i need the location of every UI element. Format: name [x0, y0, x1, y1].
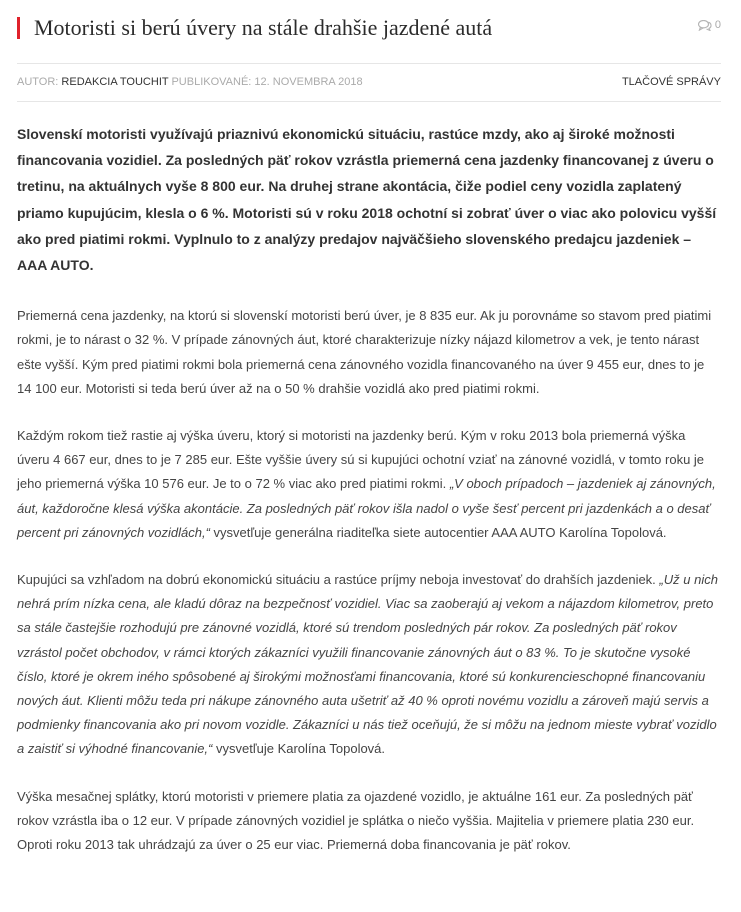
article-meta: [17, 74, 721, 90]
published-label: PUBLIKOVANÉ:: [171, 76, 252, 88]
article-body: [17, 121, 721, 880]
paragraph-text: Každým rokom tiež rastie aj výška úveru, ktorý si motoristi na jazdenky berú. Kým v roku 2013 bola priemerná výška úveru 4 667 eur, dnes to je 7 285 eur. Ešte vyššie úvery sú si kupujúci ochotní vziať na zánovné vozidlá, v tomto roku je jeho priemerná výška 10 576 eur. Je to o 72 % viac ako pred piatimi rokmi.: [17, 428, 705, 492]
paragraph: [17, 568, 721, 762]
paragraph: Výška mesačnej splátky, ktorú motoristi v priemere platia za ojazdené vozidlo, je aktuálne 161 eur. Za posledných päť rokov vzrástla iba o 12 eur. V prípade zánovných vozidiel je splátka o niečo vyššia. Majitelia v priemere platia 230 eur. Oproti roku 2013 tak uhrádzajú za úver o 25 eur viac. Priemerná doba financovania je päť rokov.: [17, 788, 695, 853]
author-label: AUTOR:: [17, 76, 59, 88]
divider: [17, 63, 721, 64]
quote: „V oboch prípadoch – jazdeniek aj zánovných, áut, každoročne klesá výška akontácie. Za posledných päť rokov išla nadol o vyše šesť percent pri jazdenkách a o desať percent pri zánovných vozidlách,“: [17, 476, 716, 540]
published-date: 12. NOVEMBRA 2018: [254, 76, 363, 88]
article-title: Motoristi si berú úvery na stále drahšie jazdené autá: [34, 15, 493, 40]
divider: [17, 101, 721, 102]
quote-attribution: vysvetľuje generálna riaditeľka siete autocentier AAA AUTO Karolína Topolová.: [209, 524, 667, 540]
paragraph: [17, 424, 721, 545]
article-header: [17, 14, 721, 44]
comments-icon: [698, 20, 712, 31]
comment-count: 0: [714, 19, 721, 31]
article-lead: Slovenskí motoristi využívajú priaznivú ekonomickú situáciu, rastúce mzdy, ako aj široké možnosti financovania vozidiel. Za posledných päť rokov vzrástla priemerná cena jazdenky financovanej z úveru o tretinu, na aktuálnych vyše 8 800 eur. Na druhej strane akontácia, čiže podiel ceny vozidla zaplatený priamo kupujúcim, klesla o 6 %. Motoristi sú v roku 2018 ochotní si zobrať úver o viac ako polovicu vyšší ako pred piatimi rokmi. Vyplnulo to z analýzy predajov najväčšieho slovenského predajcu jazdeniek – AAA AUTO.: [17, 126, 717, 274]
quote-attribution: vysvetľuje Karolína Topolová.: [212, 741, 386, 757]
comments-link[interactable]: [698, 19, 721, 31]
paragraph-text: Kupujúci sa vzhľadom na dobrú ekonomickú situáciu a rastúce príjmy neboja investovať do drahších jazdeniek.: [17, 572, 660, 588]
author-link[interactable]: REDAKCIA TOUCHIT: [61, 76, 169, 88]
paragraph: Priemerná cena jazdenky, na ktorú si slovenskí motoristi berú úver, je 8 835 eur. Ak ju porovnáme so stavom pred piatimi rokmi, je to nárast o 32 %. V prípade zánovných áut, ktoré charakterizuje nízky nájazd kilometrov a vek, je tento nárast ešte vyšší. Kým pred piatimi rokmi bola priemerná cena zánovného vozidla financovaného na úver 9 455 eur, dnes to je 14 100 eur. Motoristi si teda berú úver až na o 50 % drahšie vozidlá ako pred piatimi rokmi.: [17, 308, 712, 396]
quote: „Už u nich nehrá prím nízka cena, ale kladú dôraz na bezpečnosť vozidiel. Viac sa zaoberajú aj vekom a nájazdom kilometrov, preto sa stále častejšie rozhodujú pre zánovné vozidlá, ktoré sú trendom posledných pár rokov. Za posledných päť rokov vzrástol počet obchodov, v rámci ktorých zákazníci využili financovanie zánovných áut o 83 %. To je skutočne vysoké číslo, ktoré je okrem iného spôsobené aj širokými možnosťami financovania, ktoré sú konkurencieschopné financovaniu nových áut. Klienti môžu teda pri nákupe zánovného auta ušetriť až 40 % oproti novému vozidlu a zároveň majú servis a podmienky financovania ako pri novom vozidle. Zákazníci u nás tiež oceňujú, že si môžu na jednom mieste vybrať vozidlo a zaistiť si výhodné financovanie,“: [17, 572, 718, 757]
category-link[interactable]: TLAČOVÉ SPRÁVY: [621, 76, 721, 88]
title-accent-bar: [17, 17, 20, 39]
